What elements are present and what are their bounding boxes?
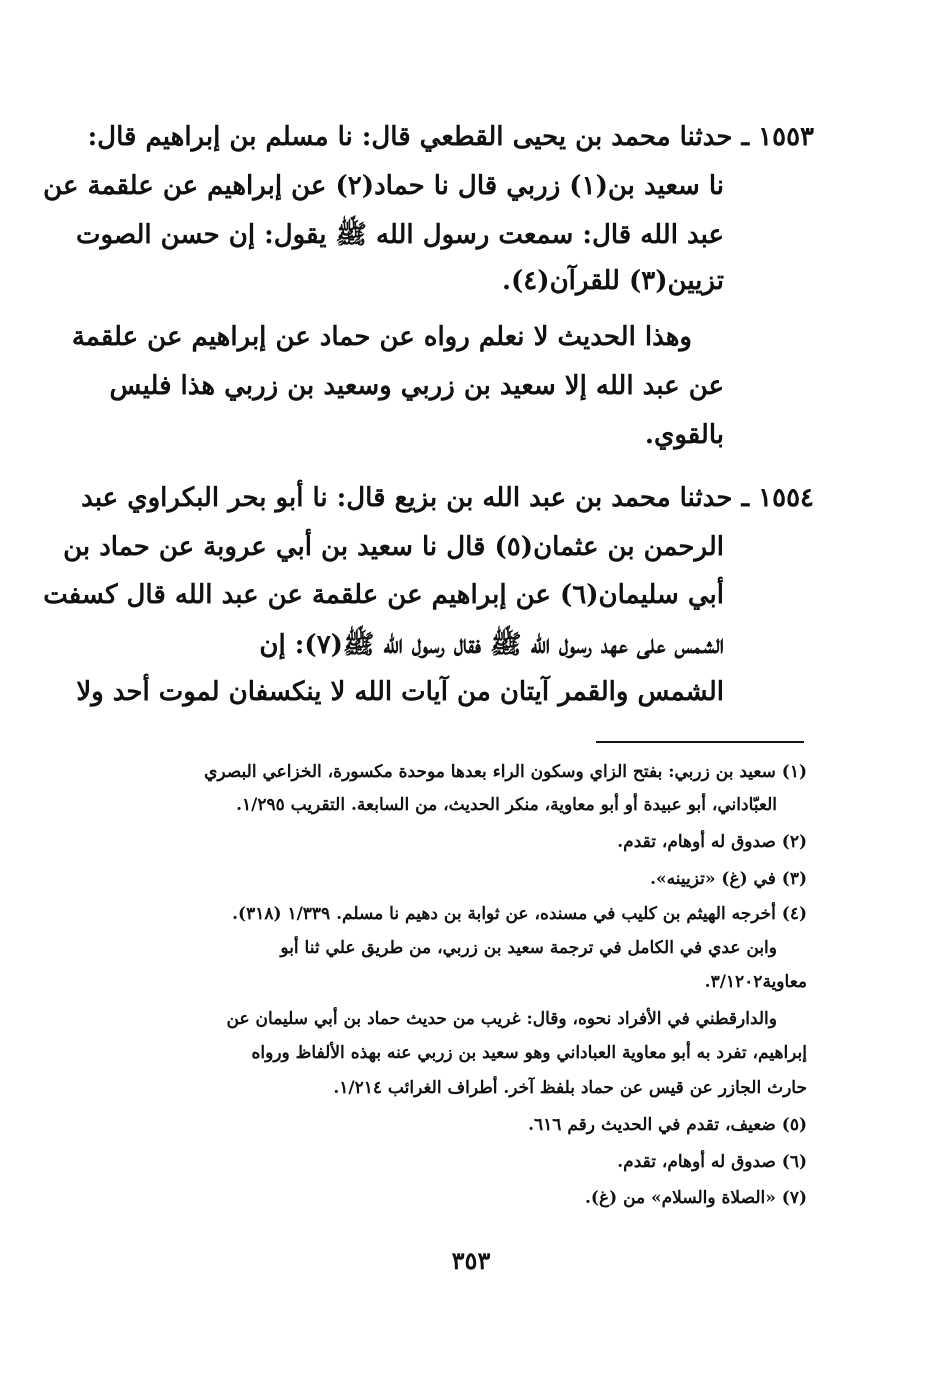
hadith-line: الرحمن بن عثمان(٥) قال نا سعيد بن أبي عروبة عن حماد بن [63,532,724,562]
footnote: والدارقطني في الأفراد نحوه، وقال: غريب من حديث حماد بن أبي سليمان عن [226,1009,777,1029]
page-number: ٣٥٣ [451,1246,491,1275]
footnote: (٦) صدوق له أوهام، تقدم. [617,1152,807,1172]
hadith-line: الشمس والقمر آيتان من آيات الله لا ينكسفان لموت أحد ولا [76,677,724,707]
footnote: (٧) «الصلاة والسلام» من (غ). [585,1188,807,1208]
commentary-line: بالقوي. [644,420,724,450]
footnote: (٢) صدوق له أوهام، تقدم. [617,832,807,852]
hadith-text: حدثنا محمد بن عبد الله بن بزيع قال: نا أبو بحر البكراوي عبد [81,483,733,513]
footnote: حارث الجازر عن قيس عن حماد بلفظ آخر. أطراف الغرائب ١/٢١٤. [333,1078,807,1098]
hadith-line: ١٥٥٣ ـ حدثنا محمد بن يحيى القطعي قال: نا مسلم بن إبراهيم قال: [87,122,814,152]
hadith-line: أبي سليمان(٦) عن إبراهيم عن علقمة عن عبد الله قال كسفت [43,580,724,610]
commentary-line: وهذا الحديث لا نعلم رواه عن حماد عن إبراهيم عن علقمة [71,322,692,352]
footnote: وابن عدي في الكامل في ترجمة سعيد بن زربي، من طريق علي ثنا أبو [280,938,777,958]
hadith-number: ١٥٥٤ [758,483,814,513]
hadith-line: عبد الله قال: سمعت رسول الله ﷺ يقول: إن حسن الصوت [76,220,724,250]
hadith-line: تزيين(٣) للقرآن(٤). [501,266,724,296]
hadith-text: حدثنا محمد بن يحيى القطعي قال: نا مسلم بن إبراهيم قال: [87,122,733,152]
hadith-number: ١٥٥٣ [758,122,814,152]
footnote: العبّاداني، أبو عبيدة أو أبو معاوية، منكر الحديث، من السابعة. التقريب ١/٢٩٥. [236,795,777,815]
footnote: (١) سعيد بن زربي: بفتح الزاي وسكون الراء بعدها موحدة مكسورة، الخزاعي البصري [204,762,807,782]
footnote: (٤) أخرجه الهيثم بن كليب في مسنده، عن ثوابة بن دهيم نا مسلم. ١/٣٣٩ (٣١٨). [232,904,807,924]
footnote: معاوية٣/١٢٠٢. [704,972,807,992]
hadith-line: ١٥٥٤ ـ حدثنا محمد بن عبد الله بن بزيع قال: نا أبو بحر البكراوي عبد [81,483,814,513]
footnote: (٣) في (غ) «تزيينه». [650,869,807,889]
footnote: (٥) ضعيف، تقدم في الحديث رقم ٦١٦. [528,1115,807,1135]
footnote: إبراهيم، تفرد به أبو معاوية العباداني وهو سعيد بن زربي عنه بهذه الألفاظ ورواه [251,1043,807,1063]
commentary-line: عن عبد الله إلا سعيد بن زربي وسعيد بن زربي هذا فليس [109,371,724,401]
hadith-line: نا سعيد بن(١) زربي قال نا حماد(٢) عن إبراهيم عن علقمة عن [43,171,724,201]
footnote-separator [596,741,804,743]
hadith-line: الشمس على عهد رسول الله ﷺ فقال رسول الله ﷺ(٧): إن [259,630,724,660]
